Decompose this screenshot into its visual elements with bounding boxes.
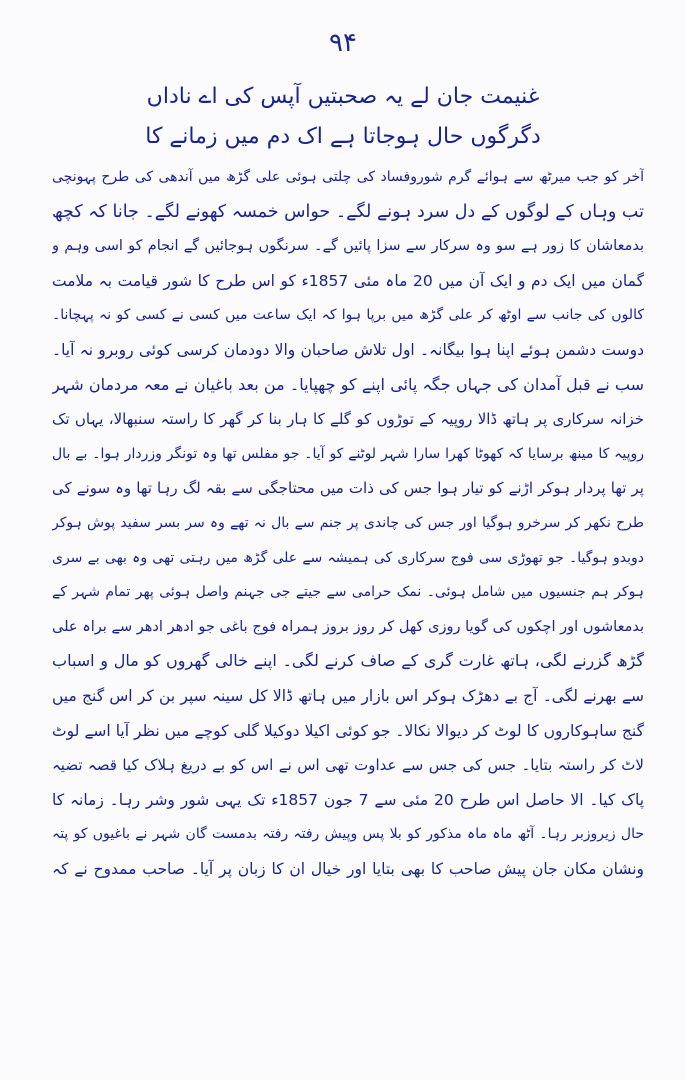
text-line: کالوں کی جانب سے اوٹھ کر علی گڑھ میں برپا ہوا کہ ایک ساعت میں کسی نے کسی کو نہ پہچانا۔ bbox=[52, 307, 644, 324]
text-line: تب وہاں کے لوگوں کے دل سرد ہونے لگے۔ حواس خمسہ کھونے لگے۔ جانا کہ کچھ bbox=[52, 201, 644, 222]
text-line: خزانہ سرکاری پر ہاتھ ڈالا روپیہ کے توڑوں کو گلے کا ہار بنا کر گھر کا راستہ سنبھالا، یہاں تک bbox=[52, 410, 644, 429]
text-line: بدمعاشان کا زور ہے سو وہ سرکار سے سزا پائیں گے۔ سرنگوں ہوجائیں گے انجام کو اسی وہم و bbox=[52, 238, 644, 255]
page-number: ۹۴ bbox=[329, 28, 357, 58]
text-line: آخر کو جب میرٹھ سے ہوائے گرم شوروفساد کی چلتی ہوئی علی گڑھ میں آندھی کی طرح پہونچی bbox=[52, 169, 644, 185]
couplet-line-2: دگرگوں حال ہوجاتا ہے اک دم میں زمانے کا bbox=[145, 124, 541, 149]
text-line: گنج ساہوکاروں کا لوٹ کر دیوالا نکالا۔ جو کوئی اکیلا دوکیلا گلی کوچے میں نظر آیا اسے لوٹ bbox=[52, 721, 644, 740]
text-line: دوبدو ہوگیا۔ جو تھوڑی سی فوج سرکاری کی ہمیشہ سے علی گڑھ میں رہتی تھی وہ بھی بے سری bbox=[52, 549, 644, 566]
couplet-line-1: غنیمت جان لے یہ صحبتیں آپس کی اے ناداں bbox=[146, 84, 540, 109]
text-line: گمان میں ایک دم و ایک آن میں 20 ماہ مئی 1857ء کو اس طرح کا شور قیامت بہ ملامت bbox=[52, 271, 644, 290]
text-line: طرح نکھر کر سرخرو ہوگیا اور جس کی چاندی پر جنم سے بال نہ تھے وہ سر بسر سفید پوش ہوکر bbox=[52, 514, 644, 531]
text-line: ونشان مکان جان پیش صاحب کا بھی بتایا اور خیال ان کا زبان پر آیا۔ صاحب ممدوح نے کہ bbox=[52, 859, 644, 878]
text-line: لاٹ کر راستہ بتایا۔ جس کی جس سے عداوت تھی اس نے اس کو بے دریغ ہلاک کیا قصہ تضیہ bbox=[52, 756, 644, 775]
body-text bbox=[52, 160, 644, 886]
text-line: روپیہ کا مینھ برسایا کہ کھوٹا کھرا سارا شہر لوٹنے کو آیا۔ جو مفلس تھا وہ تونگر وزردار ہوا۔ بے بال bbox=[52, 445, 644, 462]
text-line: پاک کیا۔ الا حاصل اس طرح 20 مئی سے 7 جون 1857ء تک یہی شور وشر رہا۔ زمانہ کا bbox=[52, 790, 644, 809]
text-line: دوست دشمن ہوئے اپنا ہوا بیگانہ۔ اول تلاش صاحبان والا دودمان کرسی کوئی روبرو نہ آیا۔ bbox=[52, 340, 644, 359]
text-line: گڑھ گزرنے لگی، ہاتھ غارت گری کے صاف کرنے لگی۔ اپنے خالی گھروں کو مال و اسباب bbox=[52, 651, 644, 671]
text-line: حال زیروزبر رہا۔ آٹھ ماہ ماہ مذکور کو بلا پس وپیش رفتہ رفتہ بدمست گان شہر نے باغیوں کو پتہ bbox=[52, 826, 644, 843]
text-line: ہوکر ہم جنسیوں میں شامل ہوئی۔ نمک حرامی سے جیتے جی جہنم واصل ہوئی پھر تمام شہر کے bbox=[52, 584, 644, 601]
text-line: سب نے قبل آمدان کی جہاں جگہ پائی اپنے کو چھپایا۔ من بعد باغیان نے معہ مردمان شہر bbox=[52, 374, 644, 394]
text-line: بدمعاشوں اور اچکوں کی گویا روزی کھل کر روز بروز ہمراہ فوج باغی جو ادھر ادھر سے براہ علی bbox=[52, 618, 644, 635]
text-line: سے بھرنے لگی۔ آج بے دھڑک ہوکر اس بازار میں ہاتھ ڈالا کل سینہ سپر بن کر اس گنج میں bbox=[52, 686, 644, 705]
text-line: پر تھا پردار ہوکر اڑنے کو تیار ہوا جس کی ذات میں محتاجگی سے بقہ لگ رہا تھا وہ سونے کی bbox=[52, 479, 644, 498]
